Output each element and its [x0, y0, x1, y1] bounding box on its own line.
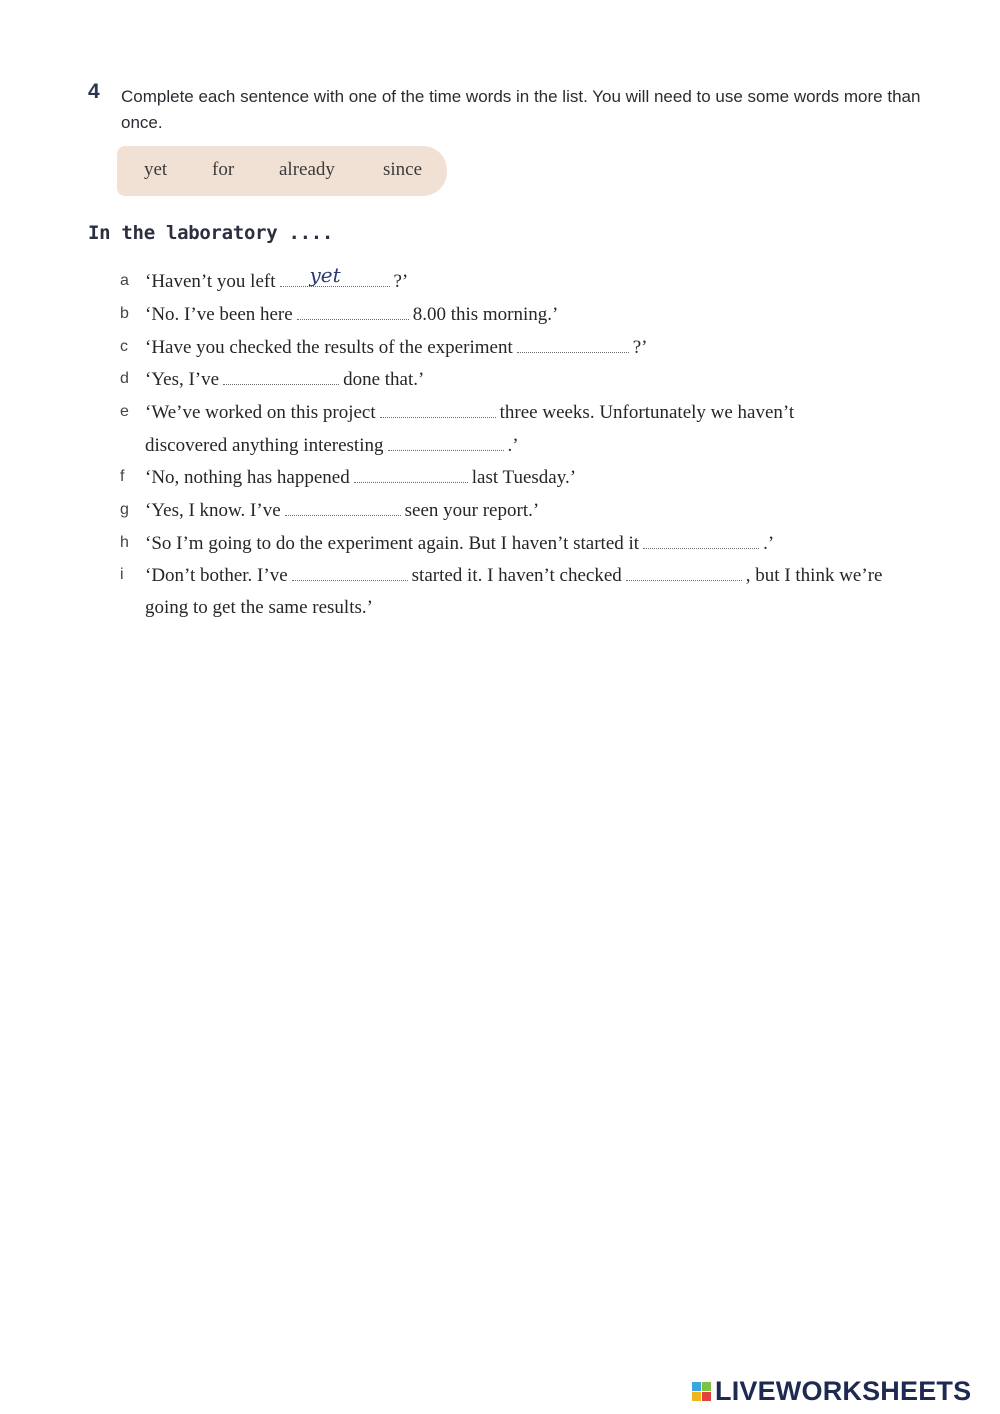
- word-list-item: yet: [144, 159, 168, 180]
- sentence-text: seen your report.’: [404, 500, 540, 521]
- sentence-line: [145, 595, 373, 621]
- sentence-letter: d: [120, 370, 129, 387]
- sentence-text: ‘Have you checked the results of the experiment: [145, 337, 513, 358]
- liveworksheets-brand-text: LIVEWORKSHEETS: [715, 1376, 972, 1406]
- sentence-text: discovered anything interesting: [145, 435, 384, 456]
- sentence-text: started it. I haven’t checked: [411, 565, 622, 586]
- sentence-line: [145, 497, 539, 523]
- sentence-text: , but I think we’re: [745, 565, 883, 586]
- logo-square-blue: [692, 1382, 701, 1391]
- answer-gap[interactable]: [380, 399, 496, 418]
- logo-square-yellow: [692, 1392, 701, 1401]
- sentence-text: ‘No, nothing has happened: [145, 467, 350, 488]
- sentence-text: ‘Haven’t you left: [145, 271, 276, 292]
- sentence-letter: e: [120, 403, 129, 420]
- sentence-letter: h: [120, 534, 129, 551]
- logo-square-green: [702, 1382, 711, 1391]
- sentence-letter: b: [120, 305, 129, 322]
- word-list-item: already: [279, 159, 335, 180]
- sentence-text: 8.00 this morning.’: [412, 304, 559, 325]
- section-title: In the laboratory ....: [88, 222, 334, 244]
- liveworksheets-logo: [692, 1376, 971, 1407]
- sentence-text: ?’: [393, 271, 409, 292]
- answer-gap[interactable]: [354, 464, 468, 483]
- sentence-text: ‘No. I’ve been here: [145, 304, 293, 325]
- sentence-line: [145, 432, 519, 458]
- sentence-letter: g: [120, 501, 129, 518]
- answer-gap[interactable]: [280, 263, 390, 287]
- sentence-text: ‘We’ve worked on this project: [145, 402, 376, 423]
- sentence-text: done that.’: [343, 369, 425, 390]
- exercise-instruction: Complete each sentence with one of the time words in the list. You will need to use some words more than once.: [121, 87, 921, 132]
- answer-gap[interactable]: [643, 530, 759, 549]
- answer-gap[interactable]: [292, 562, 408, 581]
- sentence-text: three weeks. Unfortunately we haven’t: [499, 402, 795, 423]
- liveworksheets-icon: [692, 1382, 712, 1402]
- sentence-letter: f: [120, 468, 125, 485]
- handwritten-answer: yet: [309, 263, 341, 287]
- answer-gap[interactable]: [626, 562, 742, 581]
- answer-gap[interactable]: [517, 334, 629, 353]
- answer-gap[interactable]: [297, 301, 409, 320]
- sentence-text: .’: [507, 435, 519, 456]
- sentence-text: going to get the same results.’: [145, 597, 373, 618]
- sentence-text: ‘Yes, I’ve: [145, 369, 220, 390]
- logo-square-red: [702, 1392, 711, 1401]
- sentence-text: .’: [763, 533, 775, 554]
- sentence-text: last Tuesday.’: [471, 467, 577, 488]
- sentence-text: ?’: [632, 337, 648, 358]
- answer-gap[interactable]: [285, 497, 401, 516]
- answer-gap[interactable]: [388, 432, 504, 451]
- word-list-item: since: [383, 159, 423, 180]
- sentence-text: ‘Yes, I know. I’ve: [145, 500, 281, 521]
- sentence-text: ‘Don’t bother. I’ve: [145, 565, 288, 586]
- sentence-line: [145, 399, 794, 425]
- sentence-letter: c: [120, 338, 128, 355]
- sentence-letter: a: [120, 272, 129, 289]
- sentence-line: [145, 301, 558, 327]
- sentence-text: ‘So I’m going to do the experiment again. But I haven’t started it: [145, 533, 640, 554]
- sentence-line: [145, 334, 647, 360]
- sentence-line: [145, 263, 409, 294]
- exercise-number: 4: [88, 80, 100, 103]
- sentence-line: [145, 366, 424, 392]
- sentence-line: [145, 464, 576, 490]
- word-list-box: [117, 146, 447, 196]
- sentence-line: [145, 530, 774, 556]
- sentence-line: [145, 562, 882, 588]
- sentence-letter: i: [120, 566, 124, 583]
- answer-gap[interactable]: [223, 366, 339, 385]
- word-list-item: for: [212, 159, 235, 180]
